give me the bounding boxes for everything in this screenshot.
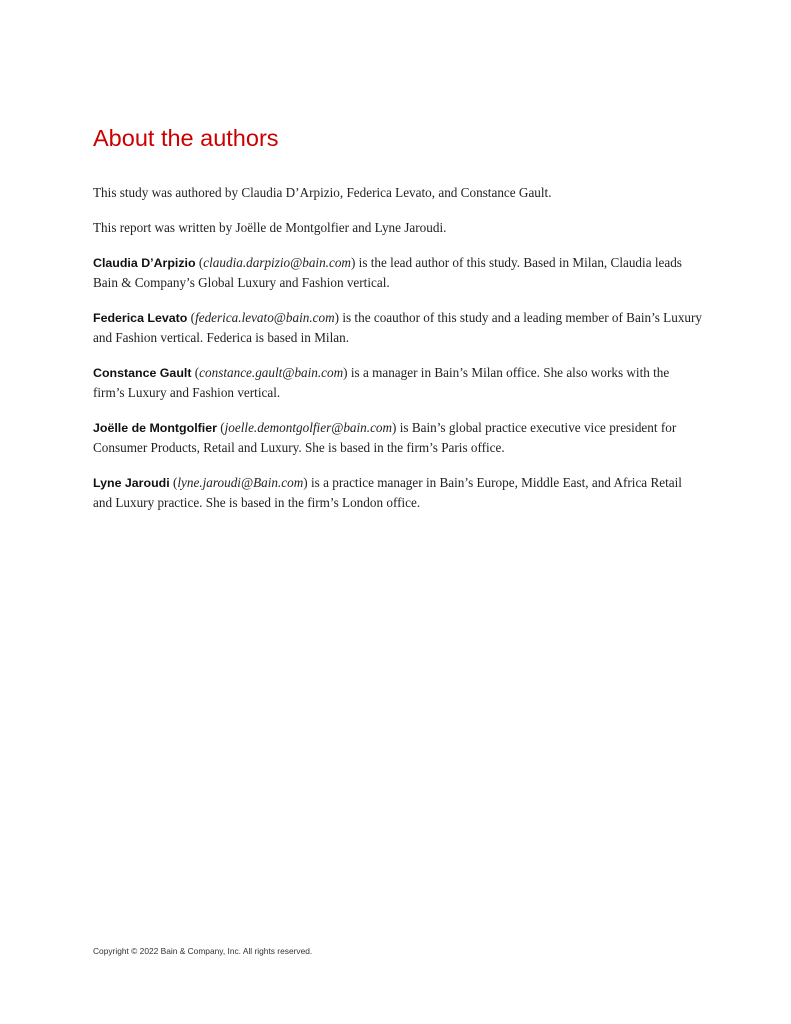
author-email: joelle.demontgolfier@bain.com <box>224 420 393 435</box>
author-name: Constance Gault <box>93 366 192 380</box>
page-title: About the authors <box>93 125 279 151</box>
paren-open: ( <box>195 255 204 270</box>
author-email: constance.gault@bain.com <box>199 365 344 380</box>
author-bio: is the lead author of this study. Based in Milan, Claudia leads Bain & Company’s Global Luxury and Fashion vertical. <box>93 255 682 290</box>
paren-open: ( <box>191 365 200 380</box>
author-name: Joëlle de Montgolfier <box>93 421 217 435</box>
paren-open: ( <box>187 310 196 325</box>
paren-close: ) <box>392 420 397 435</box>
author-email: claudia.darpizio@bain.com <box>203 255 351 270</box>
paren-open: ( <box>169 475 178 490</box>
author-entry <box>93 253 703 292</box>
author-bio: is a manager in Bain’s Milan office. She also works with the firm’s Luxury and Fashion vertical. <box>93 365 670 400</box>
author-name: Claudia D’Arpizio <box>93 256 196 270</box>
author-entry <box>93 363 703 402</box>
paren-close: ) <box>334 310 340 325</box>
study-authorship-line: This study was authored by Claudia D’Arpizio, Federica Levato, and Constance Gault. <box>93 185 552 200</box>
author-entry <box>93 473 703 512</box>
paren-open: ( <box>216 420 225 435</box>
author-bio: is Bain’s global practice executive vice president for Consumer Products, Retail and Luxury. She is based in the firm’s Paris office. <box>93 420 677 455</box>
paren-close: ) <box>350 255 356 270</box>
author-email: lyne.jaroudi@Bain.com <box>177 475 304 490</box>
author-name: Federica Levato <box>93 311 188 325</box>
report-writers-line: This report was written by Joëlle de Montgolfier and Lyne Jaroudi. <box>93 220 447 235</box>
author-bio: is the coauthor of this study and a leading member of Bain’s Luxury and Fashion vertical. Federica is based in Milan. <box>93 310 702 345</box>
author-entry <box>93 418 703 457</box>
author-entry <box>93 308 703 347</box>
author-name: Lyne Jaroudi <box>93 476 170 490</box>
author-bio: is a practice manager in Bain’s Europe, Middle East, and Africa Retail and Luxury practice. She is based in the firm’s London office. <box>93 475 682 510</box>
author-email: federica.levato@bain.com <box>195 310 335 325</box>
paren-close: ) <box>303 475 308 490</box>
copyright-notice: Copyright © 2022 Bain & Company, Inc. All rights reserved. <box>93 946 313 956</box>
paren-close: ) <box>343 365 348 380</box>
authors-section <box>93 183 703 528</box>
